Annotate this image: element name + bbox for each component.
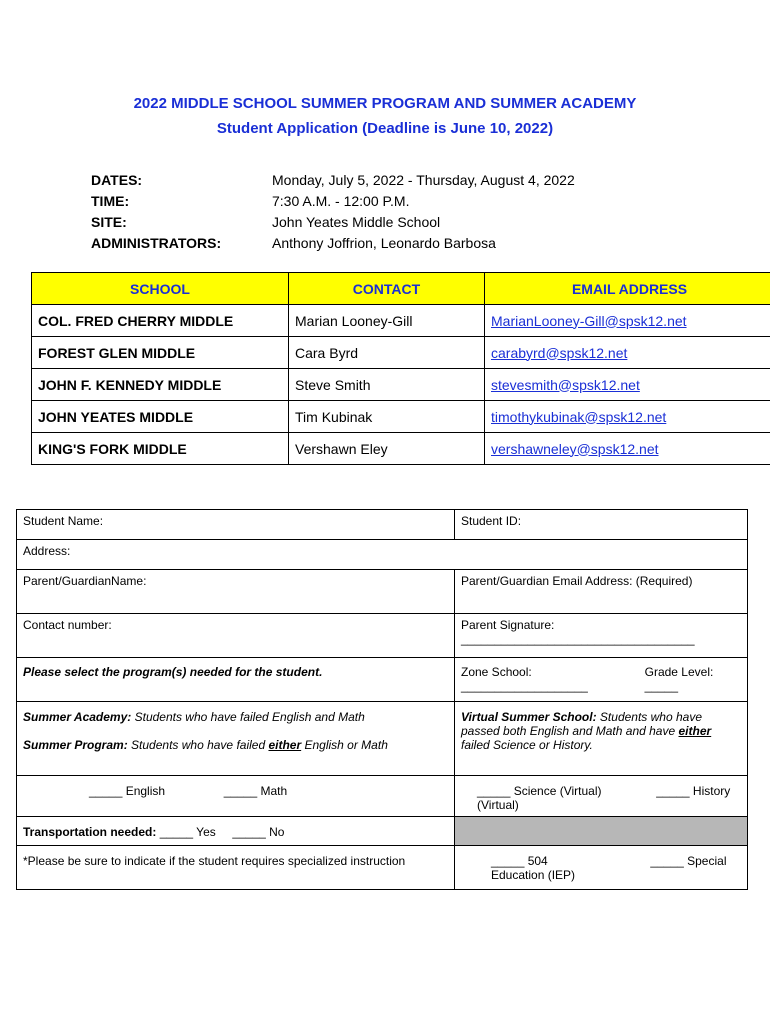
parent-signature-field[interactable]: Parent Signature: ___________________________________ bbox=[455, 614, 748, 658]
student-id-field[interactable]: Student ID: bbox=[455, 510, 748, 540]
info-value: 7:30 A.M. - 12:00 P.M. bbox=[272, 193, 410, 209]
form-row bbox=[17, 510, 748, 540]
email-link[interactable]: vershawneley@spsk12.net bbox=[485, 433, 770, 465]
info-label: ADMINISTRATORS: bbox=[91, 235, 222, 251]
info-label: SITE: bbox=[91, 214, 127, 230]
summer-academy-text: Students who have failed English and Math bbox=[131, 710, 365, 724]
application-form bbox=[16, 509, 748, 890]
info-value: Anthony Joffrion, Leonardo Barbosa bbox=[272, 235, 496, 251]
summer-program-either: either bbox=[268, 738, 302, 752]
option-science[interactable]: _____ Science (Virtual) bbox=[477, 784, 602, 798]
contact-cell: Steve Smith bbox=[289, 369, 485, 401]
school-cell: COL. FRED CHERRY MIDDLE bbox=[32, 305, 289, 337]
grade-level-field[interactable]: Grade Level: _____ bbox=[644, 665, 714, 693]
form-row bbox=[17, 570, 748, 614]
header-email: EMAIL ADDRESS bbox=[485, 273, 770, 305]
info-administrators bbox=[91, 233, 575, 254]
transportation-options[interactable]: _____ Yes _____ No bbox=[156, 825, 285, 839]
zone-grade-row bbox=[461, 665, 741, 693]
option-math[interactable]: _____ Math bbox=[223, 784, 288, 798]
info-label: TIME: bbox=[91, 193, 130, 209]
email-link[interactable]: MarianLooney-Gill@spsk12.net bbox=[485, 305, 770, 337]
form-row bbox=[17, 702, 748, 776]
table-row bbox=[32, 401, 770, 433]
email-link[interactable]: stevesmith@spsk12.net bbox=[485, 369, 770, 401]
table-row bbox=[32, 337, 770, 369]
zone-school-field[interactable]: Zone School: ___________________ bbox=[461, 665, 588, 693]
transportation-label: Transportation needed: bbox=[23, 825, 157, 839]
info-dates bbox=[91, 170, 575, 191]
summer-program-text-end: English or Math bbox=[301, 738, 388, 752]
contact-cell: Cara Byrd bbox=[289, 337, 485, 369]
program-description-cell bbox=[17, 702, 455, 776]
form-row bbox=[17, 776, 748, 817]
summer-program-label: Summer Program: bbox=[23, 738, 128, 752]
email-link[interactable]: timothykubinak@spsk12.net bbox=[485, 401, 770, 433]
info-time bbox=[91, 191, 575, 212]
virtual-either: either bbox=[678, 724, 712, 738]
virtual-label: Virtual Summer School: bbox=[461, 710, 597, 724]
contacts-header-row bbox=[32, 273, 770, 305]
table-row bbox=[32, 369, 770, 401]
info-value: John Yeates Middle School bbox=[272, 214, 441, 230]
parent-email-field[interactable]: Parent/Guardian Email Address: (Required) bbox=[455, 570, 748, 614]
school-cell: KING'S FORK MIDDLE bbox=[32, 433, 289, 465]
form-row bbox=[17, 540, 748, 570]
zone-grade-cell bbox=[455, 658, 748, 702]
info-site bbox=[91, 212, 575, 233]
parent-name-field[interactable]: Parent/GuardianName: bbox=[17, 570, 455, 614]
summer-academy-desc bbox=[23, 710, 448, 724]
option-special-education[interactable]: _____ Special Education (IEP) bbox=[491, 854, 727, 882]
form-row bbox=[17, 614, 748, 658]
form-row bbox=[17, 846, 748, 890]
summer-program-text: Students who have failed bbox=[127, 738, 269, 752]
option-history[interactable]: _____ History (Virtual) bbox=[477, 784, 731, 812]
core-options-cell bbox=[17, 776, 455, 817]
table-row bbox=[32, 305, 770, 337]
summer-program-desc bbox=[23, 738, 448, 752]
option-english[interactable]: _____ English bbox=[89, 784, 166, 798]
specialized-note: *Please be sure to indicate if the student requires specialized instruction bbox=[17, 846, 455, 890]
info-label: DATES: bbox=[91, 172, 143, 188]
transportation-cell bbox=[17, 817, 455, 846]
special-options-cell bbox=[455, 846, 748, 890]
contact-cell: Marian Looney-Gill bbox=[289, 305, 485, 337]
virtual-text: Students who have passed both English and Math and have bbox=[461, 710, 702, 738]
form-row bbox=[17, 658, 748, 702]
virtual-options-cell bbox=[455, 776, 748, 817]
program-info bbox=[91, 170, 575, 254]
student-name-field[interactable]: Student Name: bbox=[17, 510, 455, 540]
header-school: SCHOOL bbox=[32, 273, 289, 305]
gray-cell bbox=[455, 817, 748, 846]
contacts-table bbox=[31, 272, 770, 465]
select-programs-label: Please select the program(s) needed for the student. bbox=[17, 658, 455, 702]
school-cell: FOREST GLEN MIDDLE bbox=[32, 337, 289, 369]
title-line-2: Student Application (Deadline is June 10, 2022) bbox=[216, 120, 554, 137]
contact-cell: Tim Kubinak bbox=[289, 401, 485, 433]
table-row bbox=[32, 433, 770, 465]
virtual-text-end: failed Science or History. bbox=[461, 738, 593, 752]
info-value: Monday, July 5, 2022 - Thursday, August 4, 2022 bbox=[272, 172, 575, 188]
title-line-1: 2022 MIDDLE SCHOOL SUMMER PROGRAM AND SUMMER ACADEMY bbox=[133, 95, 637, 112]
contact-cell: Vershawn Eley bbox=[289, 433, 485, 465]
school-cell: JOHN F. KENNEDY MIDDLE bbox=[32, 369, 289, 401]
address-field[interactable]: Address: bbox=[17, 540, 748, 570]
form-row bbox=[17, 817, 748, 846]
school-cell: JOHN YEATES MIDDLE bbox=[32, 401, 289, 433]
summer-academy-label: Summer Academy: bbox=[23, 710, 132, 724]
email-link[interactable]: carabyrd@spsk12.net bbox=[485, 337, 770, 369]
option-504[interactable]: _____ 504 bbox=[491, 854, 548, 868]
header-contact: CONTACT bbox=[289, 273, 485, 305]
contact-number-field[interactable]: Contact number: bbox=[17, 614, 455, 658]
virtual-description-cell bbox=[455, 702, 748, 776]
